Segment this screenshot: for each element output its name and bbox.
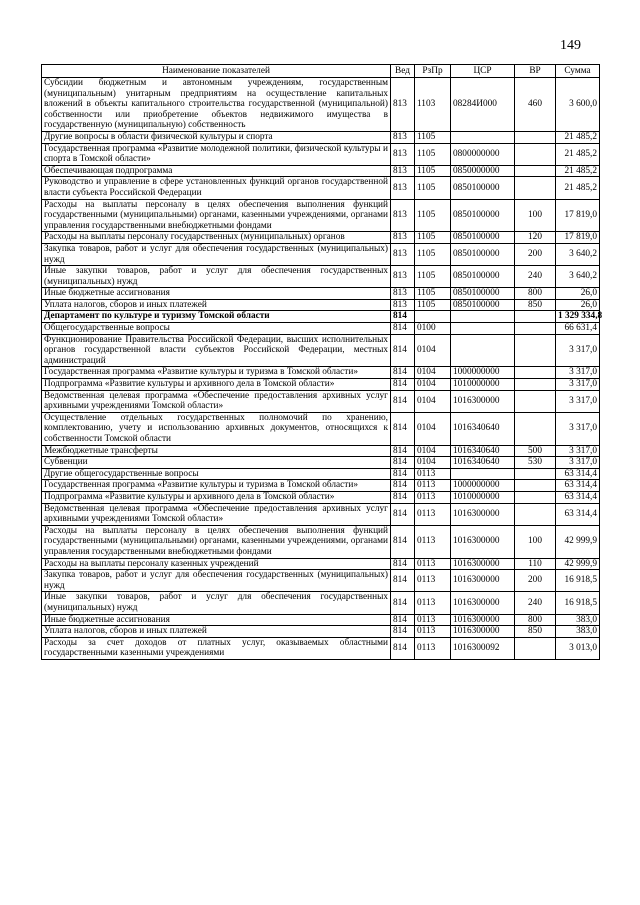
- table-row: [42, 480, 600, 492]
- cell-rzpr: [415, 311, 451, 323]
- cell-name: Уплата налогов, сборов и иных платежей: [42, 299, 391, 311]
- cell-name: Подпрограмма «Развитие культуры и архивного дела в Томской области»: [42, 491, 391, 503]
- cell-csr: 1016300000: [451, 525, 515, 558]
- cell-ved: 814: [391, 445, 415, 457]
- cell-csr: 1000000000: [451, 367, 515, 379]
- cell-vr: [515, 323, 556, 335]
- cell-vr: 460: [515, 78, 556, 132]
- budget-table: [41, 64, 603, 660]
- table-row: [42, 525, 600, 558]
- table-row: [42, 503, 600, 525]
- cell-vr: 240: [515, 266, 556, 288]
- cell-sum: 383,0: [556, 614, 600, 626]
- cell-ved: 814: [391, 558, 415, 570]
- cell-vr: 800: [515, 614, 556, 626]
- header-csr: ЦСР: [451, 65, 515, 78]
- cell-rzpr: 1105: [415, 165, 451, 177]
- cell-ved: 814: [391, 334, 415, 367]
- cell-rzpr: 0113: [415, 558, 451, 570]
- table-row: [42, 334, 600, 367]
- cell-rzpr: 0113: [415, 637, 451, 659]
- cell-name: Межбюджетные трансферты: [42, 445, 391, 457]
- cell-rzpr: 1105: [415, 143, 451, 165]
- cell-name: Другие вопросы в области физической культуры и спорта: [42, 131, 391, 143]
- cell-csr: [451, 311, 515, 323]
- cell-ved: 813: [391, 78, 415, 132]
- cell-rzpr: 1105: [415, 177, 451, 199]
- cell-ved: 814: [391, 457, 415, 469]
- cell-ved: 814: [391, 570, 415, 592]
- cell-name: Осуществление отдельных государственных полномочий по хранению, комплектованию, учету и использованию архивных документов, относящихся к собственности Томской области: [42, 412, 391, 445]
- cell-sum: 3 640,2: [556, 243, 600, 265]
- cell-name: Расходы на выплаты персоналу в целях обеспечения выполнения функций государственными (муниципальными) органами, казенными учреждениями, органами управления государственными внебюджетными фондами: [42, 199, 391, 232]
- header-rzpr: РзПр: [415, 65, 451, 78]
- cell-name: Уплата налогов, сборов и иных платежей: [42, 626, 391, 638]
- cell-sum: 17 819,0: [556, 232, 600, 244]
- cell-rzpr: 0104: [415, 390, 451, 412]
- table-row: [42, 143, 600, 165]
- cell-ved: 814: [391, 626, 415, 638]
- cell-vr: 200: [515, 570, 556, 592]
- cell-name: Функционирование Правительства Российской Федерации, высших исполнительных органов государственной власти субъектов Российской Федерации, местных администраций: [42, 334, 391, 367]
- cell-vr: [515, 165, 556, 177]
- cell-csr: [451, 468, 515, 480]
- cell-sum: 3 317,0: [556, 457, 600, 469]
- cell-vr: [515, 491, 556, 503]
- cell-sum: 16 918,5: [556, 592, 600, 614]
- table-row: [42, 626, 600, 638]
- cell-sum: 3 317,0: [556, 367, 600, 379]
- cell-csr: 1016340640: [451, 457, 515, 469]
- cell-rzpr: 1105: [415, 299, 451, 311]
- cell-vr: [515, 311, 556, 323]
- table-row: [42, 311, 600, 323]
- cell-rzpr: 0113: [415, 480, 451, 492]
- cell-sum: 26,0: [556, 288, 600, 300]
- cell-name: Иные бюджетные ассигнования: [42, 614, 391, 626]
- cell-csr: 1016340640: [451, 412, 515, 445]
- cell-csr: 1000000000: [451, 480, 515, 492]
- cell-csr: 1016340640: [451, 445, 515, 457]
- cell-rzpr: 1103: [415, 78, 451, 132]
- cell-csr: [451, 131, 515, 143]
- cell-sum: 26,0: [556, 299, 600, 311]
- table-row: [42, 412, 600, 445]
- cell-vr: [515, 637, 556, 659]
- table-row: [42, 614, 600, 626]
- cell-vr: 100: [515, 525, 556, 558]
- cell-name: Департамент по культуре и туризму Томской области: [42, 311, 391, 323]
- cell-ved: 814: [391, 390, 415, 412]
- cell-csr: 1016300000: [451, 503, 515, 525]
- cell-vr: 800: [515, 288, 556, 300]
- cell-sum: 21 485,2: [556, 143, 600, 165]
- cell-sum: 63 314,4: [556, 503, 600, 525]
- cell-rzpr: 0104: [415, 334, 451, 367]
- cell-csr: 0850100000: [451, 243, 515, 265]
- cell-name: Расходы на выплаты персоналу в целях обеспечения выполнения функций государственными (муниципальными) органами, казенными учреждениями, органами управления государственными внебюджетными фондами: [42, 525, 391, 558]
- cell-vr: [515, 379, 556, 391]
- cell-rzpr: 0113: [415, 525, 451, 558]
- cell-rzpr: 0113: [415, 592, 451, 614]
- cell-sum: 63 314,4: [556, 480, 600, 492]
- cell-rzpr: 0113: [415, 570, 451, 592]
- cell-ved: 814: [391, 503, 415, 525]
- cell-sum: 42 999,9: [556, 525, 600, 558]
- cell-csr: 0850000000: [451, 165, 515, 177]
- cell-rzpr: 0104: [415, 367, 451, 379]
- cell-csr: 0850100000: [451, 299, 515, 311]
- cell-sum: 63 314,4: [556, 491, 600, 503]
- cell-csr: 0850100000: [451, 199, 515, 232]
- cell-name: Закупка товаров, работ и услуг для обеспечения государственных (муниципальных) нужд: [42, 243, 391, 265]
- cell-sum: 3 600,0: [556, 78, 600, 132]
- cell-name: Расходы на выплаты персоналу государственных (муниципальных) органов: [42, 232, 391, 244]
- cell-vr: 110: [515, 558, 556, 570]
- cell-name: Другие общегосударственные вопросы: [42, 468, 391, 480]
- cell-ved: 814: [391, 468, 415, 480]
- cell-csr: 08284И000: [451, 78, 515, 132]
- cell-name: Субсидии бюджетным и автономным учреждениям, государственным (муниципальным) унитарным предприятиям на осуществление капитальных вложений в объекты капитального строительства государственной (муниципальной) собственности или приобретение объектов недвижимого имущества в государственную (муниципальную) собственность: [42, 78, 391, 132]
- cell-sum: 1 329 334,8: [556, 311, 600, 323]
- table-row: [42, 570, 600, 592]
- cell-name: Ведомственная целевая программа «Обеспечение предоставления архивных услуг архивными учреждениями Томской области»: [42, 390, 391, 412]
- cell-sum: 17 819,0: [556, 199, 600, 232]
- cell-csr: 0850100000: [451, 266, 515, 288]
- cell-rzpr: 1105: [415, 131, 451, 143]
- cell-csr: 1016300000: [451, 390, 515, 412]
- table-row: [42, 558, 600, 570]
- table-body: [42, 78, 603, 660]
- cell-sum: 3 317,0: [556, 390, 600, 412]
- table-row: [42, 367, 600, 379]
- cell-rzpr: 0113: [415, 491, 451, 503]
- cell-ved: 814: [391, 480, 415, 492]
- cell-vr: [515, 334, 556, 367]
- cell-vr: 850: [515, 626, 556, 638]
- cell-vr: 200: [515, 243, 556, 265]
- cell-ved: 814: [391, 592, 415, 614]
- cell-name: Расходы на выплаты персоналу казенных учреждений: [42, 558, 391, 570]
- cell-csr: 1016300000: [451, 626, 515, 638]
- cell-sum: 3 317,0: [556, 334, 600, 367]
- cell-sum: 3 640,2: [556, 266, 600, 288]
- cell-name: Закупка товаров, работ и услуг для обеспечения государственных (муниципальных) нужд: [42, 570, 391, 592]
- cell-vr: [515, 177, 556, 199]
- table-row: [42, 199, 600, 232]
- cell-ved: 814: [391, 311, 415, 323]
- cell-name: Расходы за счет доходов от платных услуг, оказываемых областными государственными казенными учреждениями: [42, 637, 391, 659]
- cell-rzpr: 1105: [415, 232, 451, 244]
- table-row: [42, 288, 600, 300]
- cell-sum: 3 013,0: [556, 637, 600, 659]
- cell-rzpr: 0113: [415, 503, 451, 525]
- cell-name: Иные закупки товаров, работ и услуг для обеспечения государственных (муниципальных) нужд: [42, 266, 391, 288]
- header-sum: Сумма: [556, 65, 600, 78]
- cell-ved: 814: [391, 525, 415, 558]
- cell-sum: 16 918,5: [556, 570, 600, 592]
- cell-sum: 21 485,2: [556, 131, 600, 143]
- cell-ved: 813: [391, 232, 415, 244]
- cell-csr: [451, 323, 515, 335]
- cell-csr: 1010000000: [451, 491, 515, 503]
- table-row: [42, 299, 600, 311]
- cell-rzpr: 0104: [415, 445, 451, 457]
- cell-rzpr: 1105: [415, 243, 451, 265]
- cell-sum: 66 631,4: [556, 323, 600, 335]
- cell-sum: 21 485,2: [556, 165, 600, 177]
- table-row: [42, 637, 600, 659]
- table-row: [42, 457, 600, 469]
- cell-vr: 100: [515, 199, 556, 232]
- cell-ved: 814: [391, 367, 415, 379]
- cell-ved: 813: [391, 177, 415, 199]
- cell-vr: 240: [515, 592, 556, 614]
- cell-vr: [515, 367, 556, 379]
- cell-vr: [515, 503, 556, 525]
- cell-csr: 0850100000: [451, 288, 515, 300]
- cell-rzpr: 1105: [415, 288, 451, 300]
- table-row: [42, 468, 600, 480]
- cell-csr: 1016300000: [451, 592, 515, 614]
- cell-ved: 813: [391, 288, 415, 300]
- cell-name: Ведомственная целевая программа «Обеспечение предоставления архивных услуг архивными учреждениями Томской области»: [42, 503, 391, 525]
- cell-ved: 813: [391, 266, 415, 288]
- cell-vr: [515, 468, 556, 480]
- cell-csr: 0850100000: [451, 177, 515, 199]
- cell-ved: 813: [391, 165, 415, 177]
- table-row: [42, 592, 600, 614]
- cell-rzpr: 0113: [415, 468, 451, 480]
- cell-ved: 813: [391, 131, 415, 143]
- header-name: Наименование показателей: [42, 65, 391, 78]
- cell-sum: 42 999,9: [556, 558, 600, 570]
- cell-csr: 1016300000: [451, 614, 515, 626]
- cell-ved: 814: [391, 491, 415, 503]
- cell-rzpr: 0100: [415, 323, 451, 335]
- cell-vr: [515, 412, 556, 445]
- cell-sum: 383,0: [556, 626, 600, 638]
- page-number: 149: [560, 38, 581, 53]
- table-row: [42, 379, 600, 391]
- cell-csr: 1010000000: [451, 379, 515, 391]
- cell-csr: 1016300000: [451, 570, 515, 592]
- table-row: [42, 165, 600, 177]
- cell-ved: 813: [391, 299, 415, 311]
- table-header-row: [42, 65, 600, 78]
- cell-name: Общегосударственные вопросы: [42, 323, 391, 335]
- cell-sum: 3 317,0: [556, 445, 600, 457]
- cell-name: Субвенции: [42, 457, 391, 469]
- cell-ved: 813: [391, 243, 415, 265]
- cell-name: Обеспечивающая подпрограмма: [42, 165, 391, 177]
- table-row: [42, 491, 600, 503]
- cell-ved: 813: [391, 199, 415, 232]
- cell-csr: 1016300092: [451, 637, 515, 659]
- cell-name: Государственная программа «Развитие культуры и туризма в Томской области»: [42, 480, 391, 492]
- cell-name: Иные закупки товаров, работ и услуг для обеспечения государственных (муниципальных) нужд: [42, 592, 391, 614]
- cell-sum: 63 314,4: [556, 468, 600, 480]
- cell-name: Иные бюджетные ассигнования: [42, 288, 391, 300]
- cell-rzpr: 0104: [415, 379, 451, 391]
- cell-name: Государственная программа «Развитие культуры и туризма в Томской области»: [42, 367, 391, 379]
- table-row: [42, 177, 600, 199]
- cell-ved: 814: [391, 379, 415, 391]
- cell-vr: [515, 143, 556, 165]
- table-row: [42, 390, 600, 412]
- cell-name: Руководство и управление в сфере установленных функций органов государственной власти субъекта Российской Федерации: [42, 177, 391, 199]
- table-row: [42, 266, 600, 288]
- cell-ved: 813: [391, 143, 415, 165]
- cell-rzpr: 0104: [415, 457, 451, 469]
- header-ved: Вед: [391, 65, 415, 78]
- table-row: [42, 445, 600, 457]
- cell-vr: 850: [515, 299, 556, 311]
- cell-vr: 120: [515, 232, 556, 244]
- table-row: [42, 243, 600, 265]
- cell-vr: 500: [515, 445, 556, 457]
- cell-name: Государственная программа «Развитие молодежной политики, физической культуры и спорта в Томской области»: [42, 143, 391, 165]
- cell-csr: 0800000000: [451, 143, 515, 165]
- cell-vr: [515, 480, 556, 492]
- cell-rzpr: 0113: [415, 626, 451, 638]
- cell-sum: 3 317,0: [556, 379, 600, 391]
- cell-csr: 1016300000: [451, 558, 515, 570]
- header-vr: ВР: [515, 65, 556, 78]
- cell-name: Подпрограмма «Развитие культуры и архивного дела в Томской области»: [42, 379, 391, 391]
- cell-ved: 814: [391, 412, 415, 445]
- cell-sum: 3 317,0: [556, 412, 600, 445]
- cell-rzpr: 1105: [415, 266, 451, 288]
- cell-ved: 814: [391, 614, 415, 626]
- cell-sum: 21 485,2: [556, 177, 600, 199]
- cell-rzpr: 0113: [415, 614, 451, 626]
- table-row: [42, 232, 600, 244]
- cell-rzpr: 1105: [415, 199, 451, 232]
- table-row: [42, 78, 600, 132]
- cell-vr: [515, 390, 556, 412]
- cell-vr: 530: [515, 457, 556, 469]
- table-row: [42, 323, 600, 335]
- cell-vr: [515, 131, 556, 143]
- cell-rzpr: 0104: [415, 412, 451, 445]
- cell-ved: 814: [391, 323, 415, 335]
- cell-csr: 0850100000: [451, 232, 515, 244]
- cell-csr: [451, 334, 515, 367]
- table-row: [42, 131, 600, 143]
- cell-ved: 814: [391, 637, 415, 659]
